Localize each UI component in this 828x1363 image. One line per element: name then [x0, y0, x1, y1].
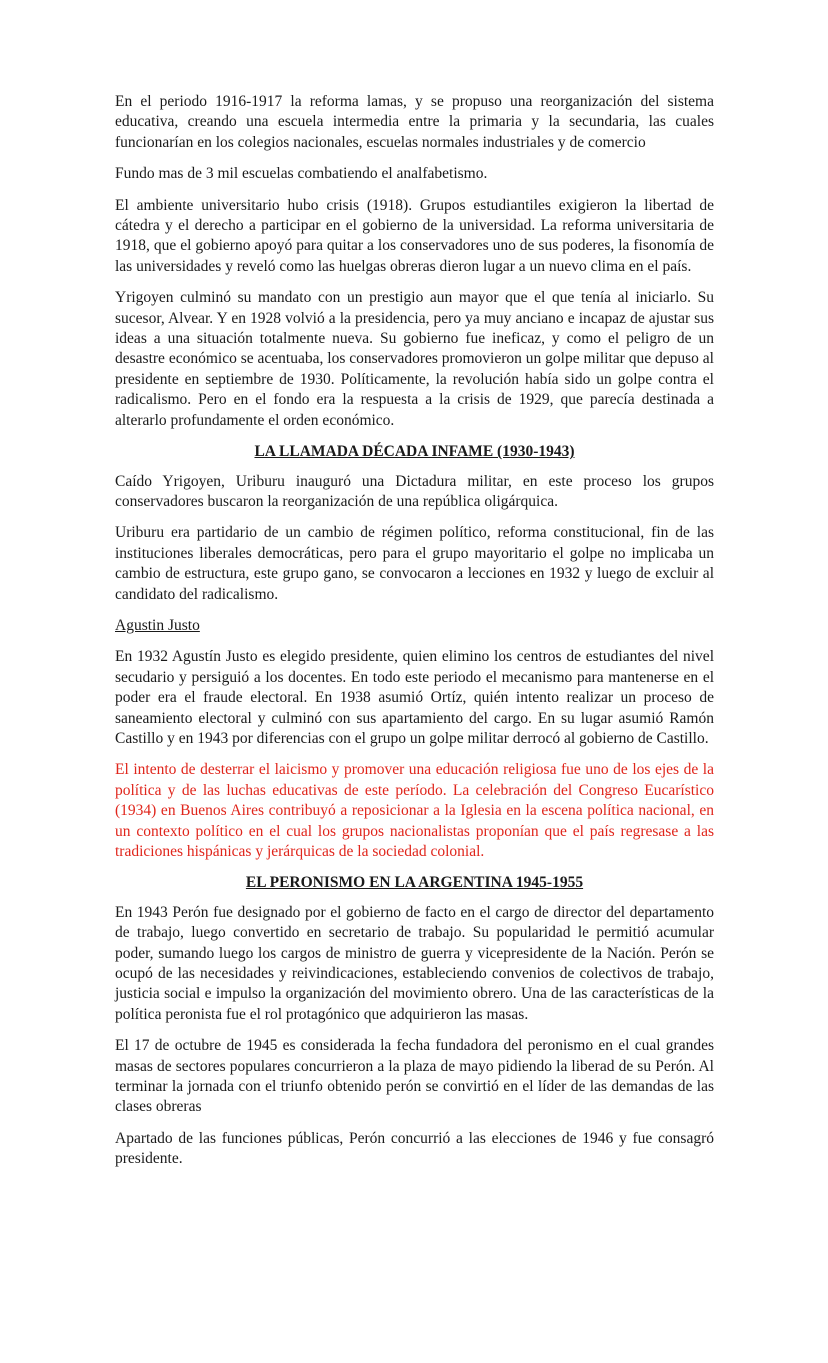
- document-page: [115, 92, 714, 1181]
- paragraph-reforma-lamas: En el periodo 1916-1917 la reforma lamas, y se propuso una reorganización del sistema educativa, creando una escuela intermedia entre la primaria y la secundaria, las cuales funcionarían en los colegios nacionales, escuelas normales industriales y de comercio: [115, 93, 714, 151]
- paragraph-escuelas: Fundo mas de 3 mil escuelas combatiendo el analfabetismo.: [115, 165, 488, 183]
- paragraph-17-octubre: El 17 de octubre de 1945 es considerada la fecha fundadora del peronismo en el cual grandes masas de sectores populares concurrieron a la plaza de mayo pidiendo la liberad de su Perón. Al terminar la jornada con el triunfo obtenido perón se convirtió en el líder de las demandas de las clases obreras: [115, 1037, 714, 1116]
- paragraph-uriburu-regimen: Uriburu era partidario de un cambio de régimen político, reforma constitucional, fin de las instituciones liberales democráticas, pero para el grupo mayoritario el golpe no implicaba un cambio de estructura, este grupo gano, se convocaron a lecciones en 1932 y luego de excluir al candidato del radicalismo.: [115, 524, 714, 603]
- section-heading-peronismo: EL PERONISMO EN LA ARGENTINA 1945-1955: [245, 874, 584, 892]
- paragraph-uriburu-dictadura: Caído Yrigoyen, Uriburu inauguró una Dictadura militar, en este proceso los grupos conservadores buscaron la reorganización de una república oligárquica.: [115, 472, 714, 510]
- paragraph-yrigoyen: Yrigoyen culminó su mandato con un prestigio aun mayor que el que tenía al iniciarlo. Su sucesor, Alvear. Y en 1928 volvió a la presidencia, pero ya muy anciano e incapaz de ajustar sus ideas a una situación totalmente nueva. Su gobierno fue ineficaz, y como el peligro de un desastre económico se acentuaba, los conservadores promovieron un golpe militar que depuso al presidente en septiembre de 1930. Políticamente, la revolución había sido un golpe contra el radicalismo. Pero en el fondo era la respuesta a la crisis de 1929, que parecía destinada a alterarlo profundamente el orden económico.: [115, 289, 714, 429]
- subheading-agustin-justo: Agustin Justo: [115, 616, 200, 634]
- paragraph-agustin-justo: En 1932 Agustín Justo es elegido presidente, quien elimino los centros de estudiantes del nivel secudario y persiguió a los docentes. En todo este periodo el mecanismo para mantenerse en el poder era el fraude electoral. En 1938 asumió Ortíz, quién intento realizar un proceso de saneamiento electoral y culminó con sus apartamiento del cargo. En su lugar asumió Ramón Castillo y en 1943 por diferencias con el grupo un golpe militar derrocó al gobierno de Castillo.: [115, 648, 714, 747]
- paragraph-reforma-universitaria: El ambiente universitario hubo crisis (1918). Grupos estudiantiles exigieron la libertad de cátedra y el derecho a participar en el gobierno de la universidad. La reforma universitaria de 1918, que el gobierno apoyó para quitar a los conservadores uno de sus poderes, la fisonomía de las universidades y reveló como las huelgas obreras dieron lugar a un nuevo clima en el país.: [115, 196, 714, 275]
- paragraph-laicismo-highlight: El intento de desterrar el laicismo y promover una educación religiosa fue uno de los ejes de la política y de las luchas educativas de este período. La celebración del Congreso Eucarístico (1934) en Buenos Aires contribuyó a reposicionar a la Iglesia en la escena política nacional, en un contexto político en el cual los grupos nacionalistas proponían que el país regresase a las tradiciones hispánicas y jerárquicas de la sociedad colonial.: [115, 761, 714, 860]
- paragraph-elecciones-1946: Apartado de las funciones públicas, Perón concurrió a las elecciones de 1946 y fue consagró presidente.: [115, 1129, 714, 1168]
- section-heading-decada-infame: LA LLAMADA DÉCADA INFAME (1930-1943): [254, 443, 575, 461]
- paragraph-peron-1943: En 1943 Perón fue designado por el gobierno de facto en el cargo de director del departamento de trabajo, luego convertido en secretario de trabajo. Su popularidad le permitió acumular poder, sumando luego los cargos de ministro de guerra y vicepresidente de la Nación. Perón se ocupó de las necesidades y reivindicaciones, estableciendo convenios de colectivos de trabajo, justicia social e impulso la organización del movimiento obrero. Una de las características de la política peronista fue el rol protagónico que adquirieron las masas.: [115, 903, 714, 1023]
